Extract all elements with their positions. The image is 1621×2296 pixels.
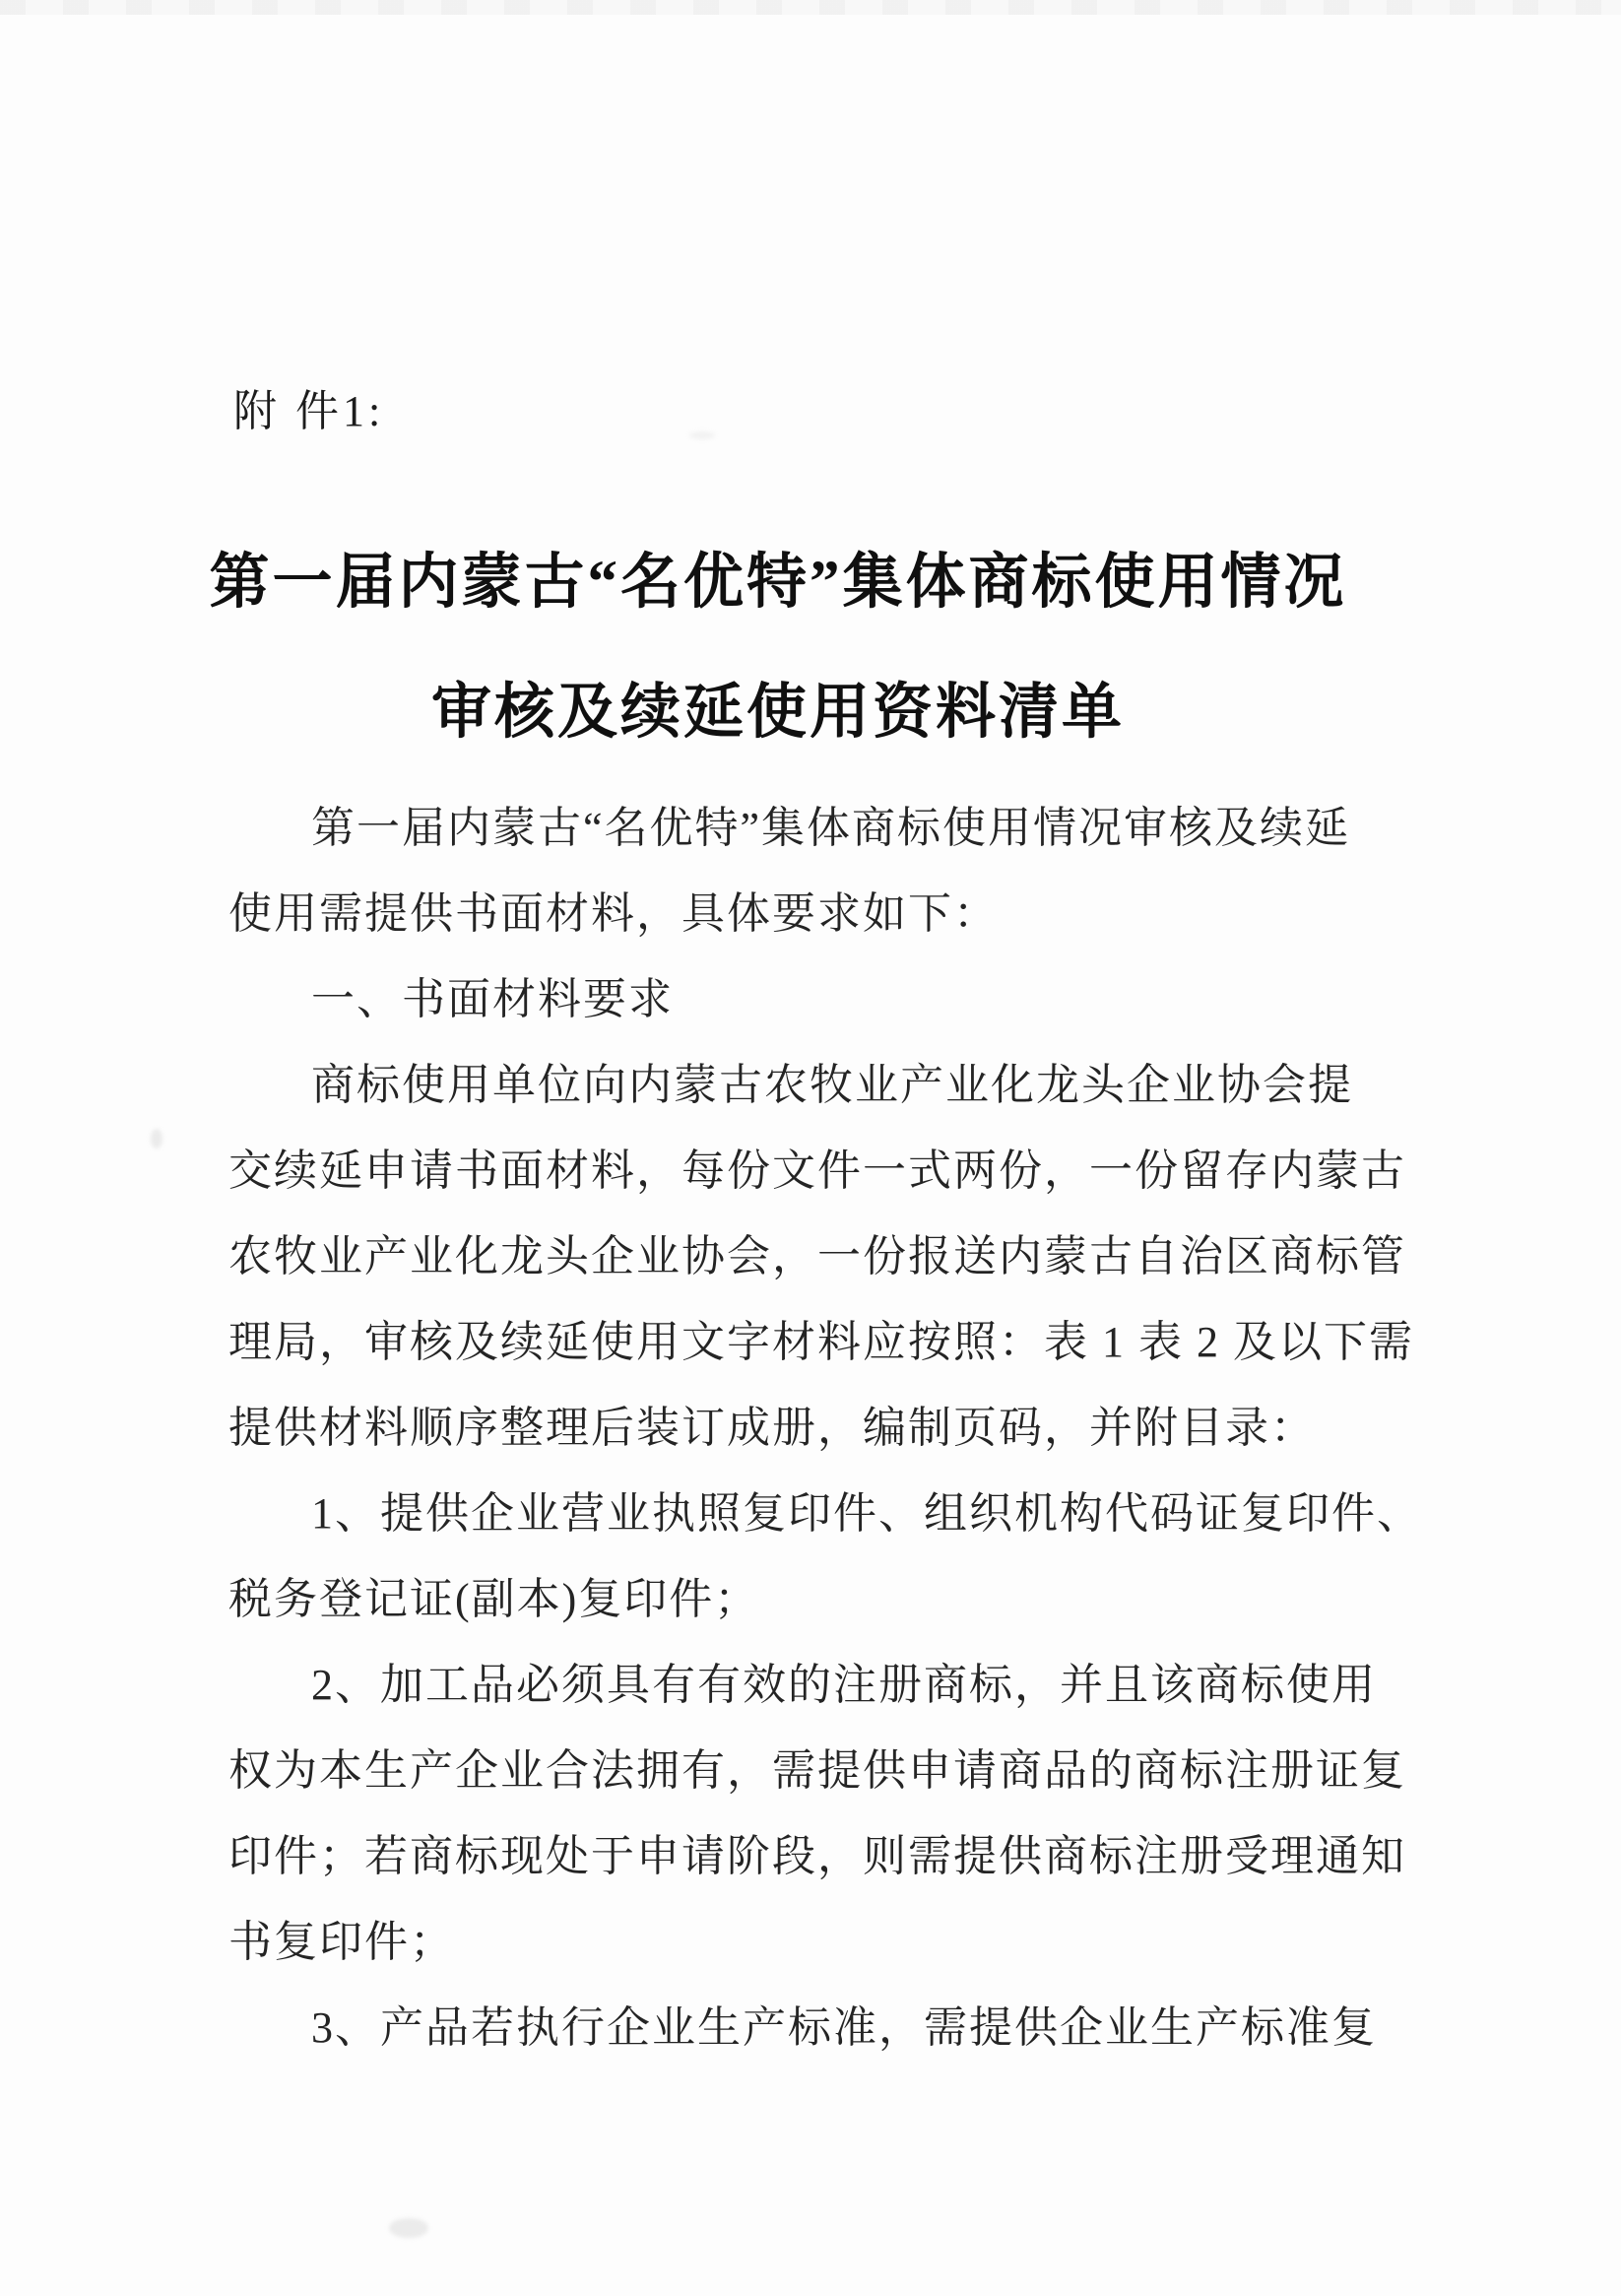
body-line: 使用需提供书面材料，具体要求如下： [228, 889, 999, 938]
body-line: 2、加工品必须具有有效的注册商标，并且该商标使用 [311, 1661, 1377, 1709]
scan-smudge [389, 2218, 428, 2238]
document-body [228, 785, 1432, 2070]
body-line: 权为本生产企业合法拥有，需提供申请商品的商标注册证复 [228, 1746, 1406, 1795]
scan-smudge [689, 431, 715, 439]
body-line: 理局，审核及续延使用文字材料应按照：表 1 表 2 及以下需 [228, 1318, 1414, 1366]
document-title-line-2: 审核及续延使用资料清单 [430, 680, 1125, 746]
body-line: 3、产品若执行企业生产标准，需提供企业生产标准复 [311, 2003, 1377, 2052]
body-line: 一、书面材料要求 [311, 975, 674, 1023]
body-line: 第一届内蒙古“名优特”集体商标使用情况审核及续延 [311, 804, 1351, 852]
scan-artifact-top-band [0, 0, 1621, 15]
attachment-label: 附 件1: [233, 387, 385, 435]
body-line: 农牧业产业化龙头企业协会，一份报送内蒙古自治区商标管 [228, 1232, 1406, 1280]
body-line: 1、提供企业营业执照复印件、组织机构代码证复印件、 [311, 1489, 1422, 1538]
body-line: 书复印件； [228, 1918, 455, 1966]
body-line: 商标使用单位向内蒙古农牧业产业化龙头企业协会提 [311, 1061, 1353, 1109]
body-line: 提供材料顺序整理后装订成册，编制页码，并附目录： [228, 1404, 1316, 1452]
body-line: 交续延申请书面材料，每份文件一式两份，一份留存内蒙古 [228, 1147, 1406, 1195]
scan-smudge [151, 1129, 162, 1148]
body-line: 税务登记证(副本)复印件； [228, 1575, 760, 1623]
document-title-line-1: 第一届内蒙古“名优特”集体商标使用情况 [209, 550, 1347, 616]
body-line: 印件；若商标现处于申请阶段，则需提供商标注册受理通知 [228, 1832, 1406, 1880]
